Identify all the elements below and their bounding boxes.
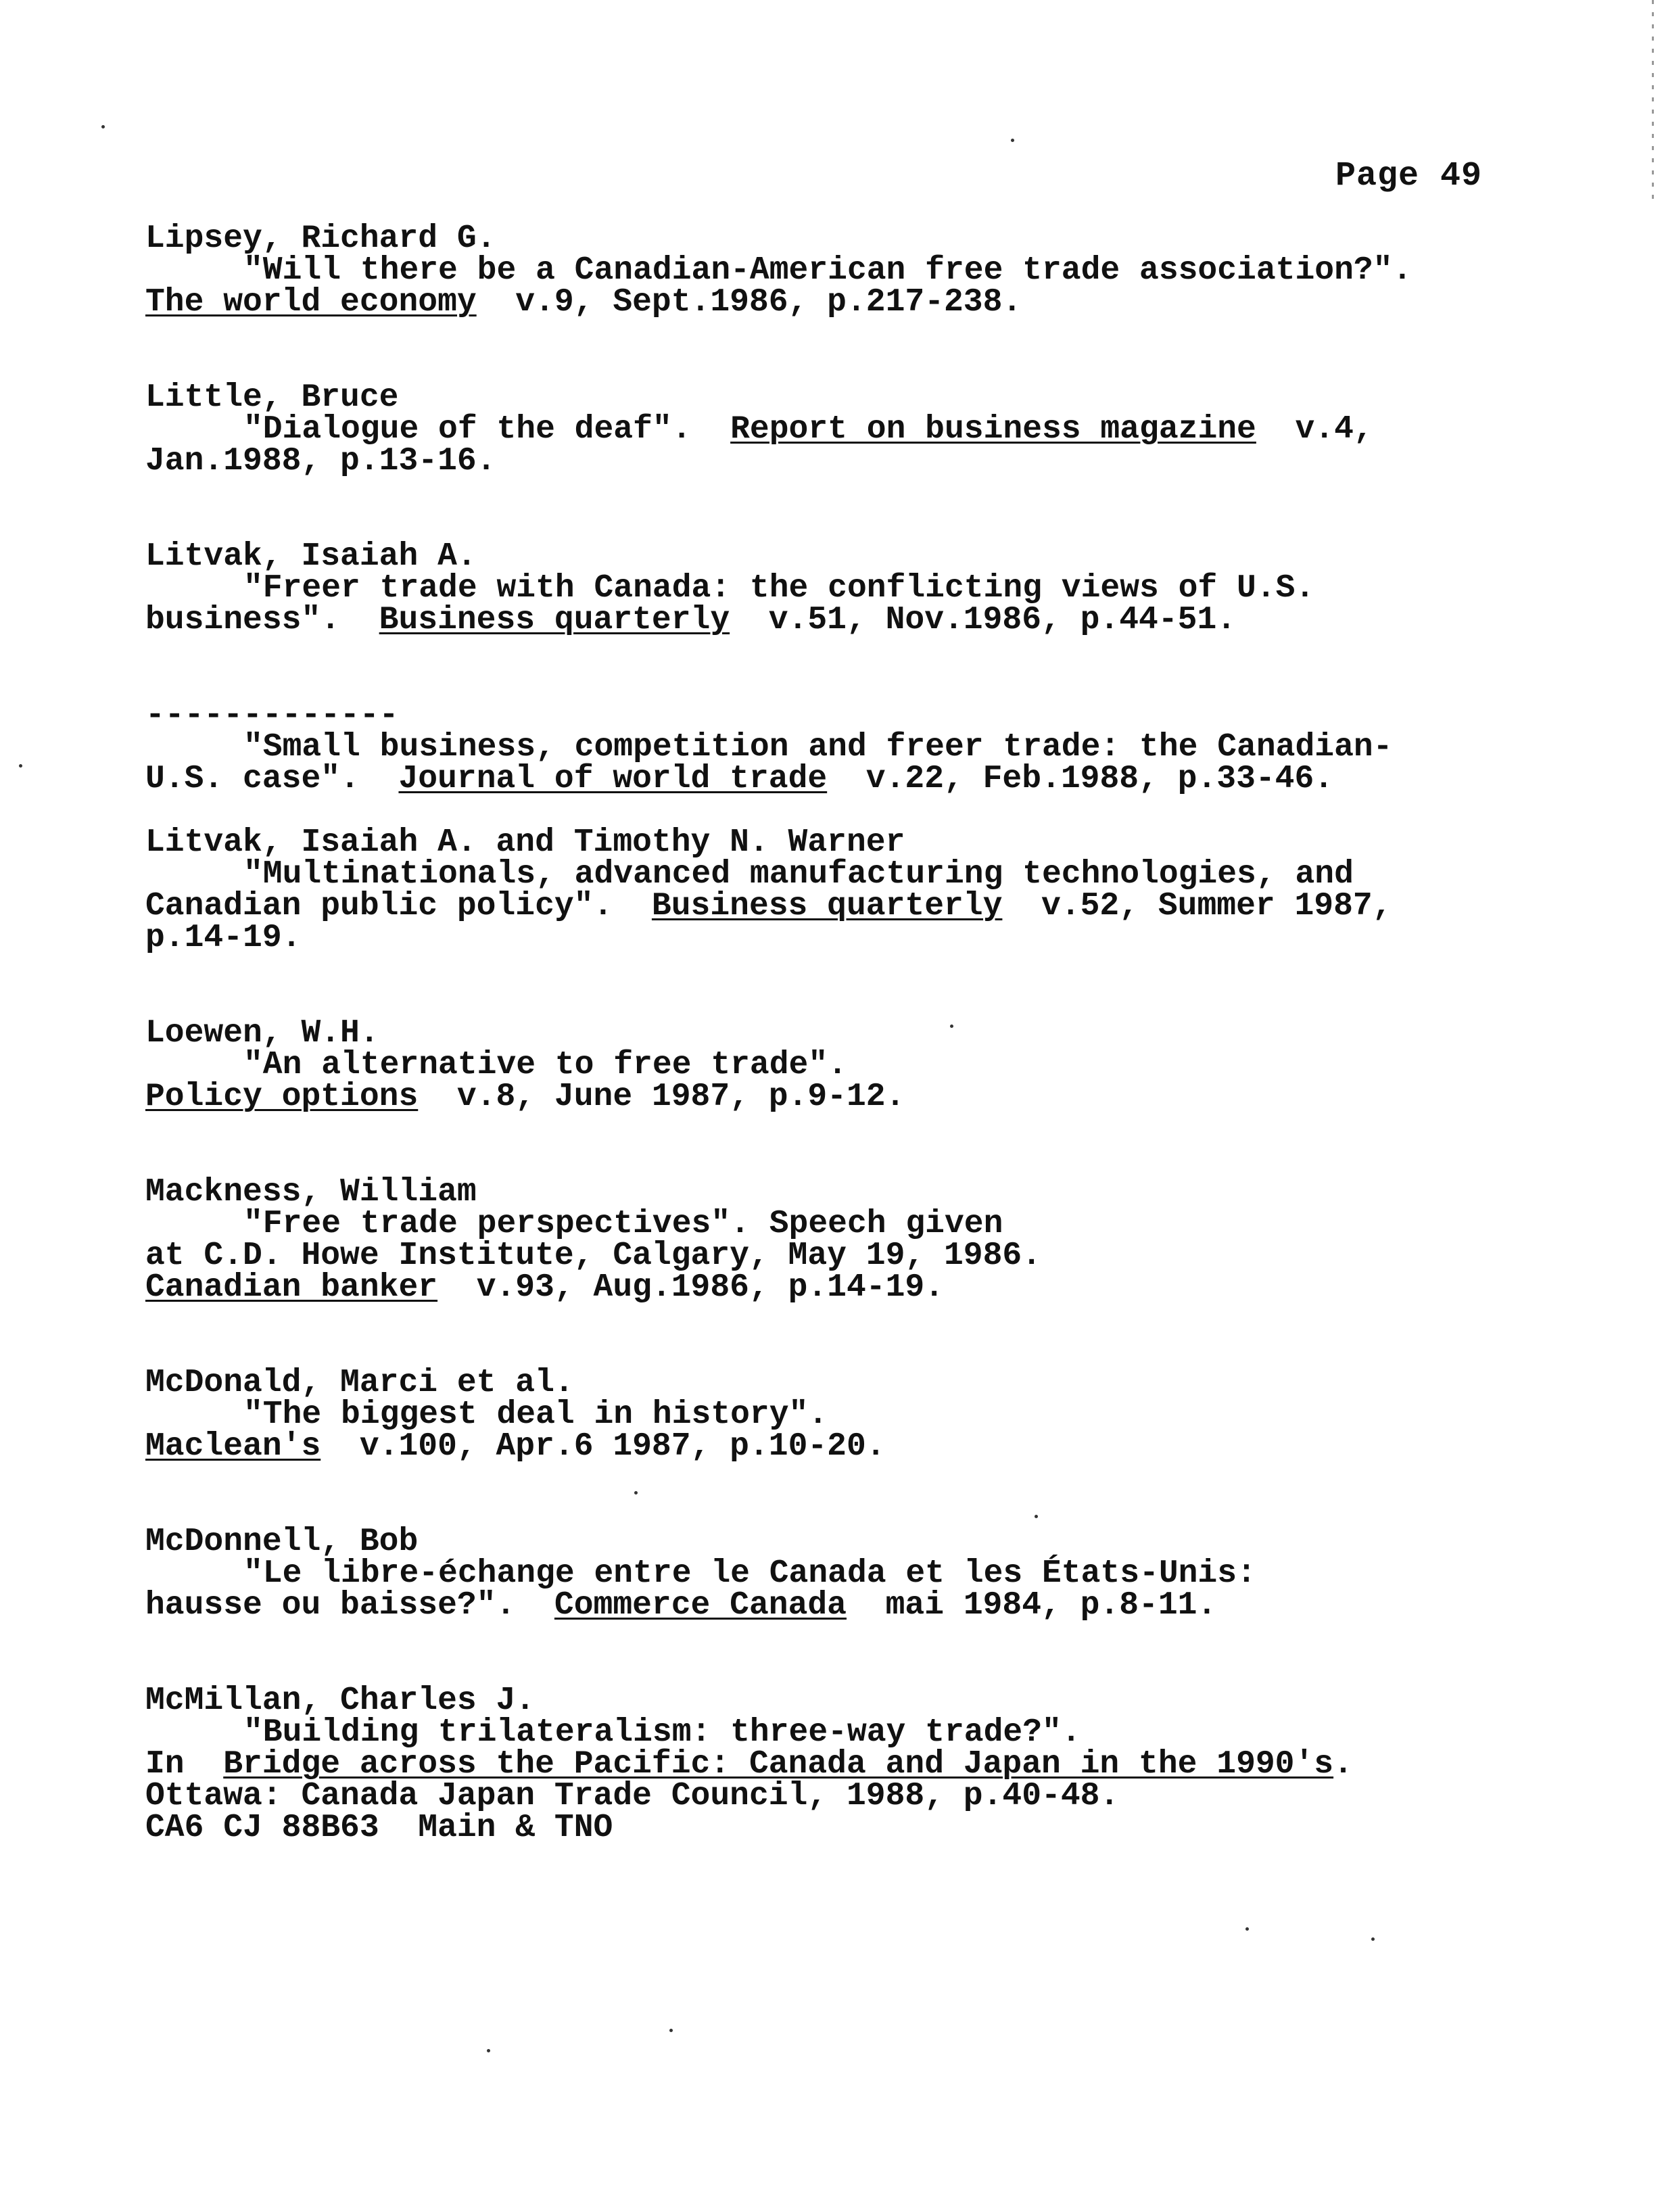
scan-speck [487,2049,490,2052]
entry-journal: Policy options [145,1079,419,1115]
entry-title-cont: U.S. case". [145,761,399,797]
entry-journal: Commerce Canada [554,1587,847,1624]
entry-citation: Jan.1988, p.13-16. [145,443,496,479]
page-number: Page 49 [1335,157,1483,195]
margin-scan-mark [1652,0,1654,203]
entry-citation: p.14-19. [145,920,302,956]
entry-author: Little, Bruce [145,379,399,416]
entry-author: Litvak, Isaiah A. [145,538,477,575]
entry-call-number: CA6 CJ 88B63 Main & TNO [145,1810,613,1846]
bibliography-entry [145,824,1538,956]
entry-journal: Canadian banker [145,1269,438,1306]
bibliography-entry [145,1367,1538,1463]
bibliography-entry [145,1682,1538,1846]
entry-citation: v.51, Nov.1986, p.44-51. [730,602,1237,638]
entry-title-cont: business". [145,602,379,638]
entry-journal: Business quarterly [651,888,1003,924]
entry-citation: v.93, Aug.1986, p.14-19. [437,1269,944,1306]
bibliography-list [145,220,1538,1846]
entry-title: "Building trilateralism: three-way trade?". [243,1714,1081,1751]
bibliography-entry [145,697,1538,797]
entry-title: "The biggest deal in history". [243,1396,828,1433]
entry-author: Loewen, W.H. [145,1015,379,1052]
bibliography-entry [145,1526,1538,1622]
entry-title: "An alternative to free trade". [243,1047,847,1083]
entry-citation: v.100, Apr.6 1987, p.10-20. [320,1428,886,1465]
scan-speck [101,125,105,128]
entry-citation: v.52, Summer 1987, [1002,888,1392,924]
entry-journal: Journal of world trade [398,761,828,797]
entry-title: "Freer trade with Canada: the conflicting views of U.S. [243,570,1315,607]
bibliography-entry [145,220,1538,321]
scan-speck [950,1025,953,1028]
entry-title: "Le libre-échange entre le Canada et les États-Unis: [243,1555,1256,1592]
scan-speck [19,764,22,768]
scan-speck [1245,1927,1249,1931]
bibliography-entry [145,379,1538,479]
entry-author: McMillan, Charles J. [145,1682,536,1719]
entry-title: "Multinationals, advanced manufacturing technologies, and [243,856,1354,893]
scan-speck [1371,1937,1375,1941]
entry-journal: The world economy [145,284,477,321]
scan-speck [669,2029,673,2032]
entry-author: McDonnell, Bob [145,1524,419,1560]
entry-author: Lipsey, Richard G. [145,220,496,257]
entry-citation: v.8, June 1987, p.9-12. [418,1079,905,1115]
entry-journal: Bridge across the Pacific: Canada and Japan in the 1990's [223,1746,1334,1783]
entry-author-repeat: ------------- [145,697,399,734]
entry-title: "Dialogue of the deaf". [243,411,731,448]
bibliography-entry [145,1174,1538,1306]
entry-author: Mackness, William [145,1174,477,1210]
entry-citation: mai 1984, p.8-11. [846,1587,1217,1624]
entry-title: "Will there be a Canadian-American free trade association?". [243,252,1412,289]
entry-journal: Maclean's [145,1428,321,1465]
entry-journal: Business quarterly [379,602,730,638]
scan-speck [1011,139,1014,142]
entry-citation: . [1333,1746,1353,1783]
entry-title-cont: In [145,1746,224,1783]
bibliography-entry [145,538,1538,638]
entry-publisher: Ottawa: Canada Japan Trade Council, 1988, p.40-48. [145,1778,1120,1814]
entry-author: McDonald, Marci et al. [145,1365,574,1401]
entry-title: "Free trade perspectives". Speech given [243,1206,1003,1242]
entry-title-cont: Canadian public policy". [145,888,652,924]
entry-title-cont: hausse ou baisse?". [145,1587,554,1624]
entry-citation: v.22, Feb.1988, p.33-46. [827,761,1334,797]
entry-title: "Small business, competition and freer trade: the Canadian- [243,729,1393,766]
entry-author: Litvak, Isaiah A. and Timothy N. Warner [145,824,905,861]
bibliography-entry [145,1015,1538,1115]
entry-citation: v.4, [1256,411,1373,448]
entry-note: at C.D. Howe Institute, Calgary, May 19, 1986. [145,1238,1042,1274]
entry-journal: Report on business magazine [730,411,1256,448]
entry-citation: v.9, Sept.1986, p.217-238. [476,284,1022,321]
scan-speck [1035,1515,1038,1518]
scan-speck [634,1491,638,1495]
